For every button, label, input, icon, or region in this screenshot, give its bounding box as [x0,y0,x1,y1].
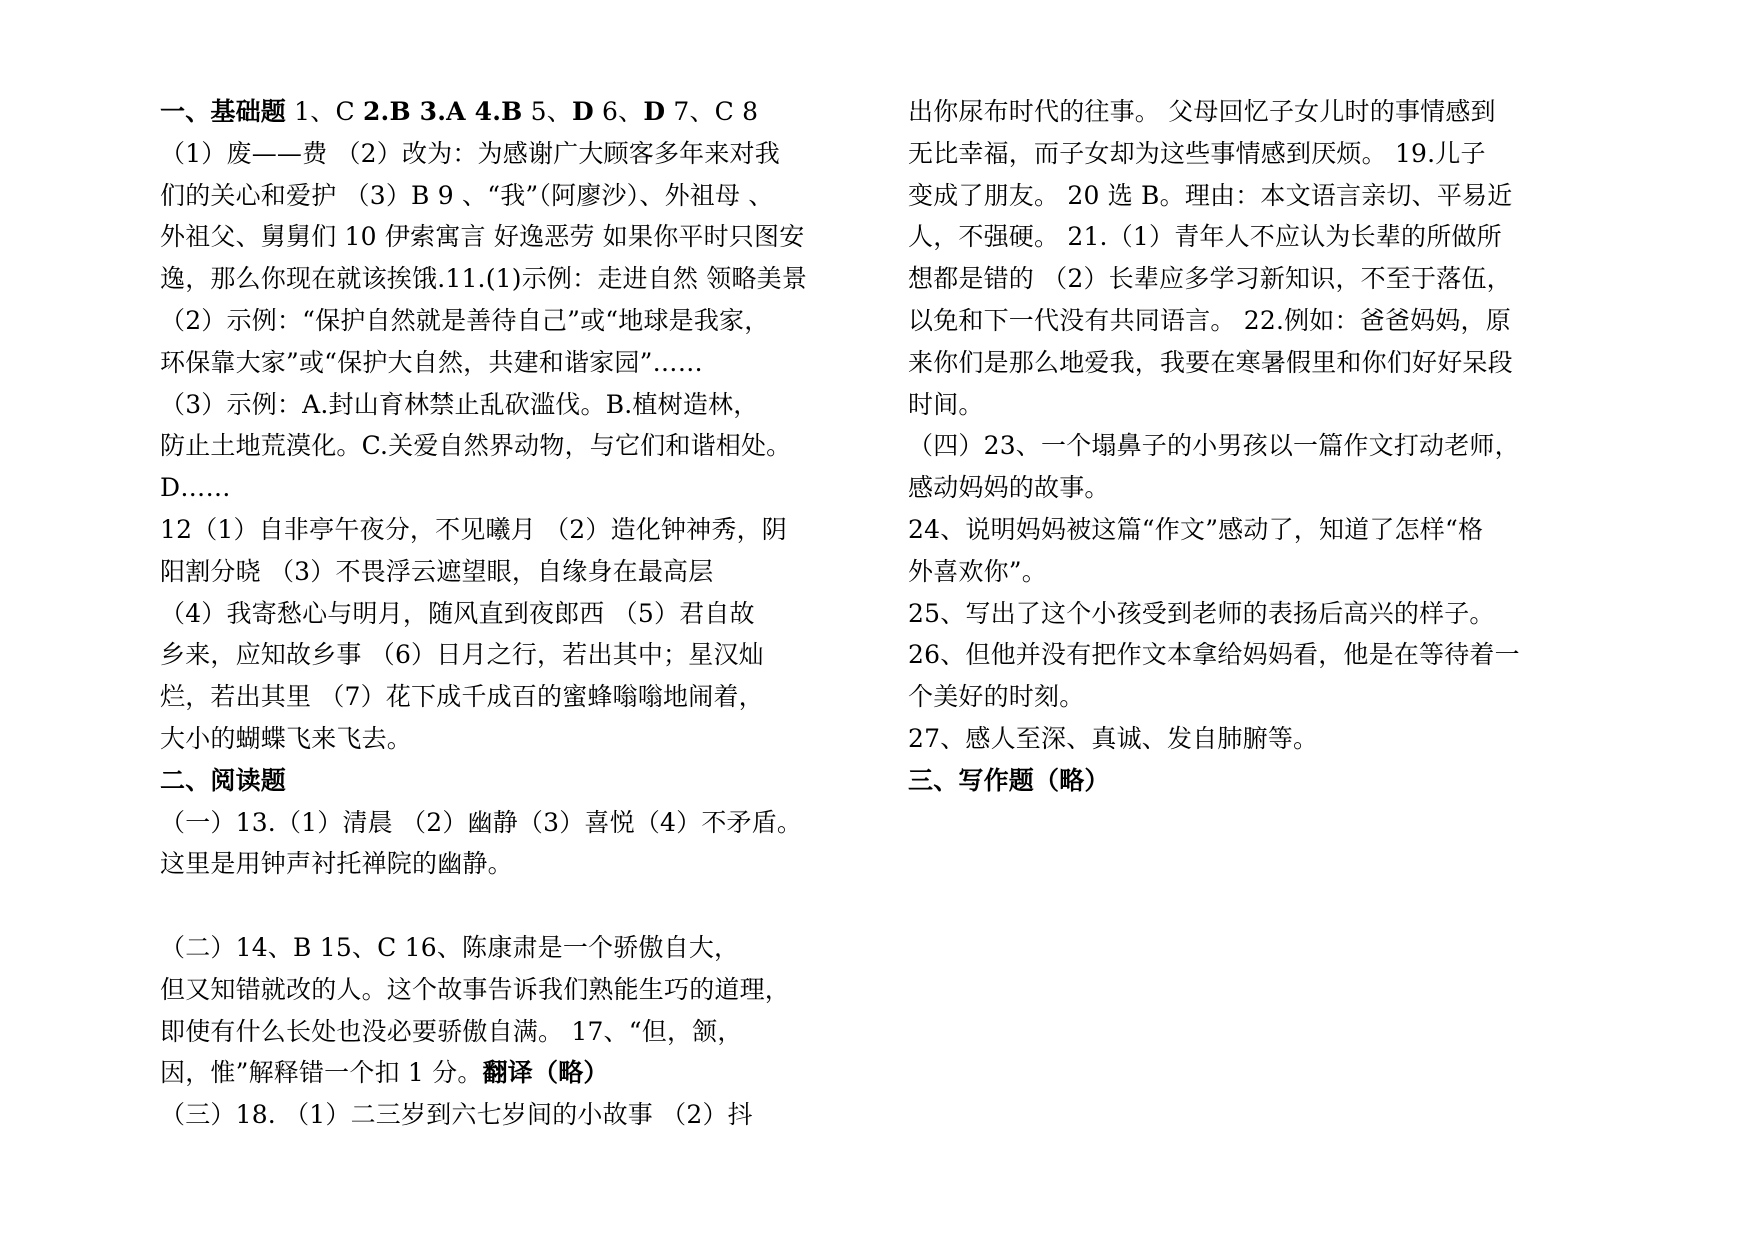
text-line: （一）13.（1）清晨 （2）幽静（3）喜悦（4）不矛盾。 [160,807,803,837]
text-line: （2）示例：“保护自然就是善待自己”或“地球是我家， [160,305,770,335]
blank-line [160,885,905,927]
text-line: 阳割分晓 （3）不畏浮云遮望眼，自缘身在最高层 [160,556,714,586]
text-line: （1）废——费 （2）改为：为感谢广大顾客多年来对我 [160,138,780,168]
text-line: （二）14、B 15、C 16、陈康肃是一个骄傲自大， [160,932,740,962]
text-line: 25、写出了这个小孩受到老师的表扬后高兴的样子。 [908,598,1495,628]
text-line: 变成了朋友。 20 选 B。理由：本文语言亲切、平易近 [908,180,1513,210]
text-segment: 5、 [522,97,572,126]
text-line: 27、感人至深、真诚、发自肺腑等。 [908,723,1319,753]
text-line: 时间。 [908,389,984,419]
text-line: 24、说明妈妈被这篇“作文”感动了，知道了怎样“格 [908,514,1484,544]
right-column [908,91,1628,802]
text-line: （3）示例：A.封山育林禁止乱砍滥伐。B.植树造林， [160,389,759,419]
text-line: 大小的蝴蝶飞来飞去。 [160,723,413,753]
bold-text: D [643,97,666,126]
section-heading: 二、阅读题 [160,765,287,795]
text-line: （三）18. （1）二三岁到六七岁间的小故事 （2）抖 [160,1100,753,1130]
text-line: 环保靠大家”或“保护大自然，共建和谐家园”…… [160,347,703,377]
text-line: 以免和下一代没有共同语言。 22.例如：爸爸妈妈，原 [908,305,1511,335]
text-segment: 1、C [286,97,363,126]
text-line [160,1052,905,1094]
text-line: 这里是用钟声衬托禅院的幽静。 [160,849,513,879]
text-line: 外祖父、舅舅们 10 伊索寓言 好逸恶劳 如果你平时只图安 [160,222,805,252]
section-heading: 三、写作题（略） [908,765,1110,795]
text-line: 想都是错的 （2）长辈应多学习新知识，不至于落伍， [908,264,1512,294]
bold-text: 翻译（略） [482,1058,609,1088]
text-line: 即使有什么长处也没必要骄傲自满。 17、“但，颔， [160,1016,743,1046]
text-line: 出你尿布时代的往事。 父母回忆子女儿时的事情感到 [908,97,1496,126]
text-line: 个美好的时刻。 [908,682,1085,712]
text-line: 们的关心和爱护 （3）B 9 、“我”（阿廖沙）、外祖母 、 [160,180,774,210]
text-line: 乡来，应知故乡事 （6）日月之行，若出其中；星汉灿 [160,640,764,670]
text-line: （4）我寄愁心与明月，随风直到夜郎西 （5）君自故 [160,598,755,628]
text-line: D…… [160,473,231,503]
text-line: 但又知错就改的人。这个故事告诉我们熟能生巧的道理， [160,974,791,1004]
text-line: 无比幸福，而子女却为这些事情感到厌烦。 19.儿子 [908,138,1486,168]
text-segment: 7、C 8 [665,97,759,126]
text-line: 烂，若出其里 （7）花下成千成百的蜜蜂嗡嗡地闹着， [160,682,764,712]
text-line: （四）23、一个塌鼻子的小男孩以一篇作文打动老师， [908,431,1520,461]
text-line: 来你们是那么地爱我，我要在寒暑假里和你们好好呆段 [908,347,1513,377]
bold-text: D [571,97,594,126]
text-line: 外喜欢你”。 [908,556,1047,586]
text-line [160,91,905,133]
bold-text: 2.B 3.A 4.B [362,97,523,126]
text-line: 26、但他并没有把作文本拿给妈妈看，他是在等待着一 [908,640,1520,670]
text-line: 防止土地荒漠化。C.关爱自然界动物，与它们和谐相处。 [160,431,792,461]
text-line: 逸，那么你现在就该挨饿.11.(1)示例：走进自然 领略美景 [160,264,808,294]
text-segment: 6、 [593,97,644,126]
text-line: 感动妈妈的故事。 [908,473,1110,503]
left-column [160,91,905,1136]
text-line: 12（1）自非亭午夜分，不见曦月 （2）造化钟神秀，阴 [160,514,787,544]
text-line: 人，不强硬。 21.（1）青年人不应认为长辈的所做所 [908,222,1502,252]
bold-text: 一、基础题 [160,97,287,126]
text-segment: 因，惟”解释错一个扣 1 分。 [160,1058,483,1088]
